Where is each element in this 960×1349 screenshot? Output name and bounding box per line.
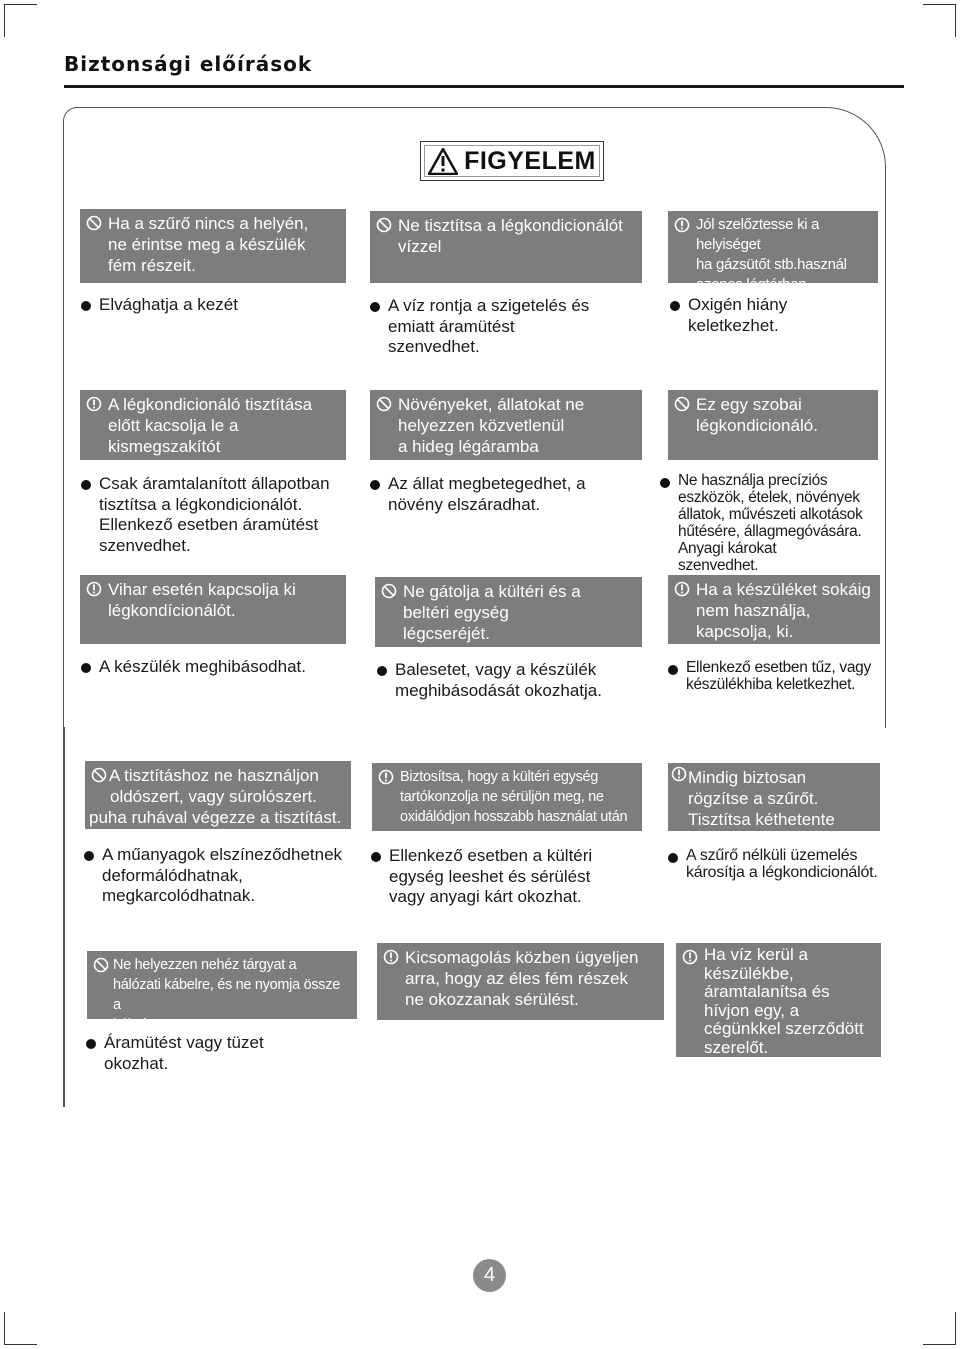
box-line: A légkondicionáló tisztítása	[108, 395, 313, 414]
page-number: 4	[473, 1259, 506, 1292]
bullet-line: A készülék meghibásodhat.	[99, 657, 306, 676]
bullet-text	[670, 295, 870, 336]
bullet-line: növény elszáradhat.	[388, 494, 541, 514]
bullet-line: Ne használja precíziós	[678, 472, 828, 489]
box-line: azonos légtérben.	[696, 276, 811, 293]
box-line: tartókonzolja ne sérüljön meg, ne	[400, 789, 604, 805]
bullet-line: állatok, művészeti alkotások	[678, 506, 863, 523]
bullet-text	[370, 296, 640, 358]
bullet-text	[660, 472, 880, 574]
bullet-text	[84, 845, 354, 907]
box-line: arra, hogy az éles fém részek	[405, 969, 628, 988]
caution-icon	[682, 949, 698, 965]
box-line: Jól szelőztesse ki a helyiséget	[696, 216, 820, 253]
warning-box	[370, 390, 642, 460]
box-line: szerelőt.	[704, 1037, 769, 1057]
box-line: Biztosítsa, hogy a kültéri egység	[400, 769, 599, 785]
caution-icon	[86, 396, 102, 412]
box-line: előtt kacsolja le a	[108, 416, 239, 435]
prohibited-icon	[91, 767, 107, 783]
prohibited-icon	[381, 583, 397, 599]
box-line: Vihar esetén kapcsolja ki	[108, 580, 296, 599]
bullet-line: Ellenkező esetben áramütést	[99, 515, 319, 534]
prohibited-icon	[376, 396, 392, 412]
bullet-line: egység leeshet és sérülést	[389, 866, 591, 886]
box-line: a hideg légáramba	[398, 437, 539, 456]
bullet-line: A műanyagok elszíneződhetnek	[102, 845, 343, 864]
warning-box	[372, 763, 642, 845]
bullet-text	[668, 659, 883, 693]
bullet-line: eszközök, ételek, növények	[678, 489, 860, 506]
bullet-line: okozhat.	[104, 1053, 169, 1073]
bullet-line: meghibásodását okozhatja.	[395, 680, 602, 700]
box-line: áramtalanítsa és	[704, 982, 830, 1001]
box-line: kismegszakítót	[108, 437, 221, 456]
bullet-text	[81, 295, 341, 316]
box-line: Mindig biztosan	[688, 768, 807, 787]
prohibited-icon	[674, 396, 690, 412]
warning-box	[87, 951, 357, 1033]
bullet-line: hűtésére, állagmegóvására.	[678, 523, 862, 540]
bullet-text	[668, 847, 883, 881]
box-line: légkondícionálót.	[108, 601, 236, 620]
box-line: ha gázsütőt stb.használ	[696, 256, 847, 273]
bullet-line: Áramütést vagy tüzet	[104, 1033, 264, 1052]
caution-icon	[383, 949, 399, 965]
caution-icon	[674, 217, 690, 233]
caution-icon	[671, 766, 687, 782]
bullet-line: Ellenkező esetben tűz, vagy	[686, 659, 871, 676]
box-line: fém részeit.	[108, 256, 196, 275]
bullet-line: megkarcolódhatnak.	[102, 886, 256, 905]
bullet-text	[86, 1033, 346, 1074]
warning-box	[370, 211, 642, 283]
bullet-line: Ellenkező esetben a kültéri	[389, 846, 593, 865]
bullet-line: deformálódhatnak,	[102, 865, 243, 885]
bullet-line: szenvedhet.	[99, 535, 191, 555]
box-line: Ez egy szobai	[696, 395, 802, 414]
box-line: légkondicionáló.	[696, 416, 818, 435]
bullet-text	[377, 660, 642, 701]
bullet-line: szenvedhet.	[678, 557, 759, 574]
box-line: kapcsolja, ki.	[696, 622, 794, 641]
warning-box	[668, 575, 880, 644]
bullet-line: károsítja a légkondicionálót.	[686, 864, 878, 881]
warning-box	[377, 943, 664, 1020]
caution-icon	[674, 581, 690, 597]
bullet-line: keletkezhet.	[688, 315, 779, 335]
crop-mark-bottom-right	[923, 1312, 956, 1345]
box-line: beltéri egység	[403, 603, 509, 622]
box-line: rögzítse a szűrőt.	[688, 789, 819, 808]
caution-icon	[378, 769, 394, 785]
box-line: oxidálódjon hosszabb használat után sem.	[400, 809, 628, 845]
box-line: légcseréjét.	[403, 624, 490, 643]
bullet-line: Csak áramtalanított állapotban	[99, 474, 330, 493]
warning-box	[668, 211, 878, 293]
warning-box	[80, 575, 346, 644]
crop-mark-top-left	[4, 4, 37, 37]
bullet-line: Balesetet, vagy a készülék	[395, 660, 597, 679]
bullet-line: szenvedhet.	[388, 337, 480, 356]
box-line: Ne gátolja a kültéri és a	[403, 582, 581, 601]
bullet-line: A víz rontja a szigetelés és	[388, 296, 590, 315]
box-line: ne érintse meg a készülék	[108, 235, 306, 254]
prohibited-icon	[93, 957, 109, 973]
warning-box	[668, 763, 880, 831]
bullet-text	[370, 474, 640, 515]
box-line: Ne tisztítsa a légkondicionálót	[398, 216, 623, 235]
box-line: hívjon egy, a	[704, 1000, 800, 1020]
title-rule	[64, 85, 904, 88]
warning-box	[676, 943, 881, 1057]
box-line: Ha víz kerül a	[704, 945, 808, 964]
bullet-text	[81, 657, 343, 678]
caution-icon	[86, 581, 102, 597]
crop-mark-bottom-left	[4, 1312, 37, 1345]
warning-box	[85, 761, 351, 829]
box-line: puha ruhával végezze a tisztítást.	[89, 808, 342, 827]
warning-box	[668, 390, 878, 460]
bullet-line: készülékhiba keletkezhet.	[686, 676, 856, 693]
box-line: cégünkkel szerződött	[704, 1019, 864, 1038]
warning-triangle-icon	[428, 148, 458, 175]
box-line: készülékbe,	[704, 963, 794, 983]
bullet-line: tisztítsa a légkondicionálót.	[99, 494, 303, 514]
box-line: Ne helyezzen nehéz tárgyat a	[113, 957, 297, 973]
bullet-text	[81, 474, 343, 556]
box-line: Tisztítsa kéthetente	[688, 810, 835, 829]
bullet-line: Az állat megbetegedhet, a	[388, 474, 586, 493]
warning-box	[80, 390, 346, 460]
box-line: oldószert, vagy súrolószert.	[110, 787, 317, 806]
box-line: ne okozzanak sérülést.	[405, 990, 579, 1009]
frame-left-line	[63, 727, 65, 1107]
bullet-line: Oxigén hiány	[688, 295, 788, 314]
box-line: hálózati kábelre, és ne nyomja össze a	[113, 977, 340, 1013]
bullet-line: Anyagi károkat	[678, 540, 777, 557]
box-line: Növényeket, állatokat ne	[398, 395, 585, 414]
warning-box	[375, 577, 642, 647]
box-line: helyezzen közvetlenül	[398, 416, 565, 435]
warning-box	[80, 209, 346, 283]
box-line: Kicsomagolás közben ügyeljen	[405, 948, 639, 967]
prohibited-icon	[376, 217, 392, 233]
crop-mark-top-right	[923, 4, 956, 37]
warning-header-label: FIGYELEM	[464, 146, 596, 175]
bullet-line: emiatt áramütést	[388, 316, 515, 336]
page-title: Biztonsági előírások	[64, 52, 313, 76]
box-line: Ha a készüléket sokáig	[696, 580, 871, 599]
bullet-line: vagy anyagi kárt okozhat.	[389, 887, 582, 906]
bullet-text	[371, 846, 641, 908]
box-line: Ha a szűrő nincs a helyén,	[108, 214, 309, 233]
box-line: vízzel	[398, 237, 442, 256]
prohibited-icon	[86, 215, 102, 231]
box-line: kábelt.	[113, 1017, 154, 1033]
bullet-line: Elvághatja a kezét	[99, 295, 238, 314]
box-line: nem használja,	[696, 601, 811, 620]
bullet-line: A szűrő nélküli üzemelés	[686, 847, 858, 864]
warning-header	[420, 141, 604, 181]
box-line: A tisztításhoz ne használjon	[109, 766, 319, 785]
